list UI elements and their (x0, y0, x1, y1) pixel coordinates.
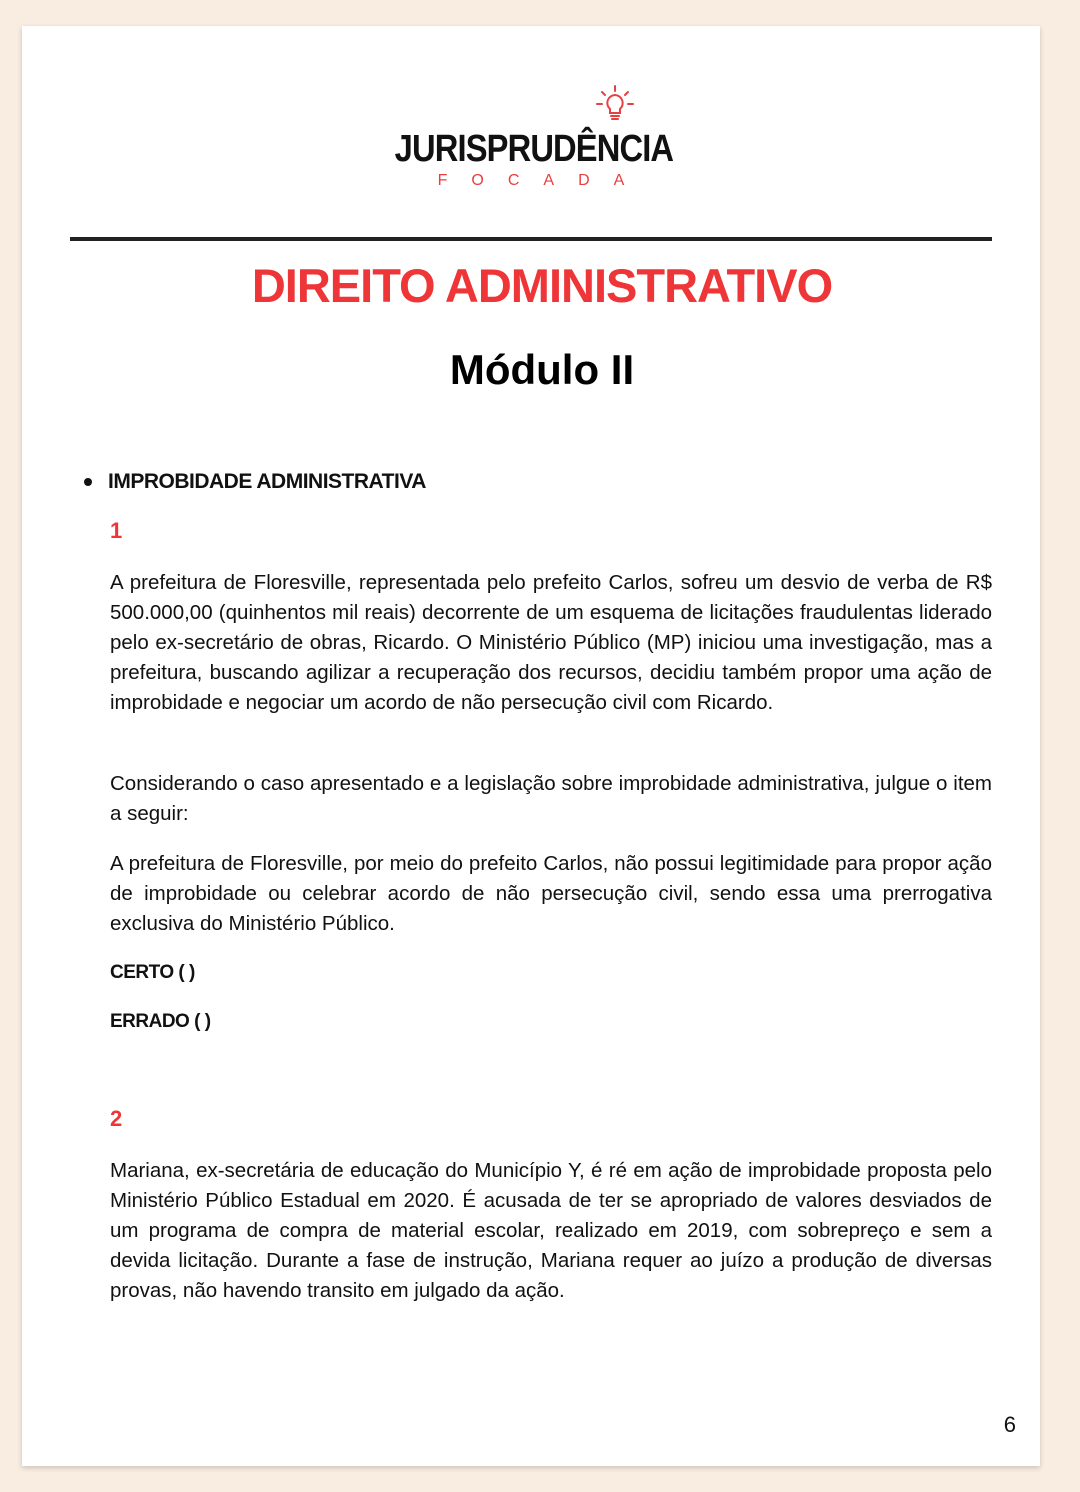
page-number: 6 (1003, 1412, 1016, 1437)
bullet-icon (84, 478, 92, 486)
document-page (22, 26, 1040, 1466)
option-certo: CERTO ( ) (110, 962, 195, 983)
question-paragraph: A prefeitura de Floresville, representada pelo prefeito Carlos, sofreu um desvio de verba de R$ 500.000,00 (quinhentos mil reais) decorrente de um esquema de licitações fraudulentas liderado pelo ex-secretário de obras, Ricardo. O Ministério Público (MP) iniciou uma investigação, mas a prefeitura, buscando agilizar a recuperação dos recursos, decidiu também propor uma ação de improbidade e negociar um acordo de não persecução civil com Ricardo. (110, 571, 992, 714)
question-statement: A prefeitura de Floresville, por meio do prefeito Carlos, não possui legitimidade para propor ação de improbidade ou celebrar acordo de não persecução civil, sendo essa uma prerrogativa exclusiva do Ministério Público. (110, 852, 992, 935)
option-errado: ERRADO ( ) (110, 1011, 211, 1032)
page-title: DIREITO ADMINISTRATIVO (251, 259, 833, 312)
logo-tagline: FOCADA (437, 172, 649, 189)
logo-wordmark: JURISPRUDÊNCIA (394, 128, 674, 170)
section-heading (84, 470, 426, 494)
lightbulb-icon (594, 84, 636, 126)
question-number: 2 (110, 1106, 123, 1131)
question-number: 1 (110, 518, 123, 543)
question-paragraph: Considerando o caso apresentado e a legislação sobre improbidade administrativa, julgue o item a seguir: (110, 772, 992, 825)
header-divider (70, 237, 992, 241)
question-paragraph: Mariana, ex-secretária de educação do Município Y, é ré em ação de improbidade proposta pelo Ministério Público Estadual em 2020. É acusada de ter se apropriado de valores desviados de um programa de compra de material escolar, realizado em 2019, com sobrepreço e sem a devida licitação. Durante a fase de instrução, Mariana requer ao juízo a produção de diversas provas, não havendo transito em julgado da ação. (110, 1159, 992, 1302)
section-heading-text: IMPROBIDADE ADMINISTRATIVA (108, 470, 426, 493)
module-subtitle: Módulo II (449, 346, 635, 393)
